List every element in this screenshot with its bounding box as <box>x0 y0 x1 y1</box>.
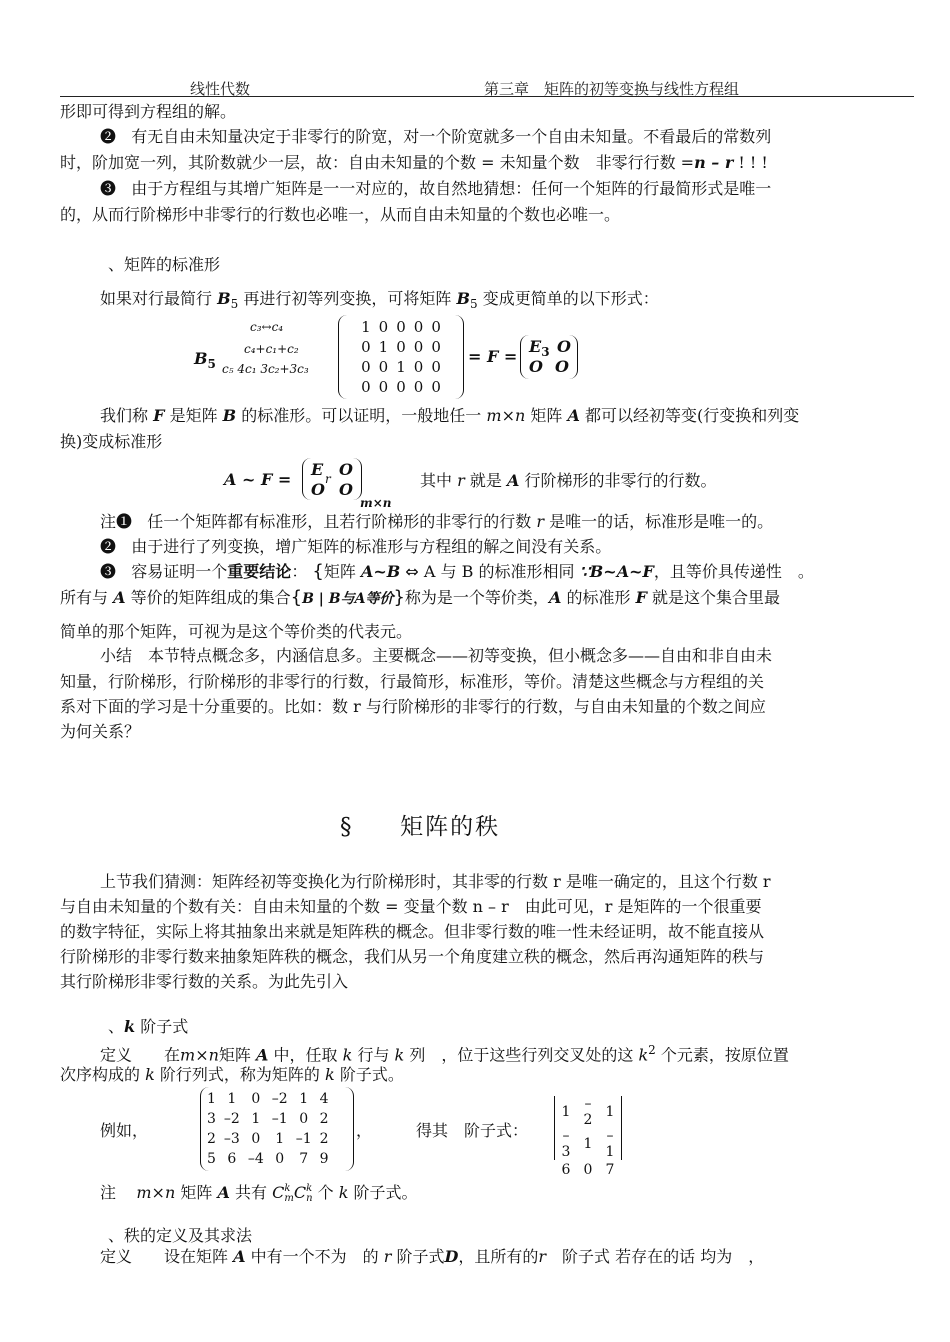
note-n3-l2e: 就是这个集合里最 <box>652 588 781 607</box>
std-intro <box>100 289 659 314</box>
def-rank <box>100 1247 764 1267</box>
note-n3-bold: 重要结论 <box>227 562 292 581</box>
ex-cell: –2 <box>271 1091 288 1107</box>
std-def-line2: 换)变成标准形 <box>60 432 163 451</box>
eq2-desc-c: 行阶梯形的非零行的行数。 <box>524 471 717 490</box>
example-comma: ， <box>356 1121 373 1140</box>
note2-text2: 时，阶加宽一列，其阶数就少一层，故：自由未知量的个数 = 未知量个数 非零行行数 = <box>60 153 695 172</box>
para1: 形即可得到方程组的解。 <box>60 102 237 121</box>
def-k-c: 中，任取 <box>273 1045 338 1065</box>
eq1-lhs <box>194 349 216 371</box>
def-rank-b: 中有一个不为 的 <box>250 1247 379 1266</box>
note-count-a: 矩阵 <box>180 1183 213 1202</box>
note-n3-set: B | B与A等价 <box>302 591 394 607</box>
eq1-op3: c₅ 4c₁ 3c₂+3c₃ <box>222 362 309 376</box>
ex-cell: 1 <box>299 1091 309 1107</box>
note-count-k1: k <box>284 1182 291 1194</box>
det-cell: –1 <box>605 1128 615 1160</box>
eq1-E: E <box>529 337 542 356</box>
intro-l3: 的数字特征，实际上将其抽象出来就是矩阵秩的概念。但非零行数的唯一性未经证明，故不能直接从 <box>60 922 765 941</box>
def-k-line1 <box>100 1040 789 1065</box>
eq2-E: E <box>311 460 324 479</box>
eq1-cell: 0 <box>361 378 371 396</box>
eq1-lhs-sub: 5 <box>207 357 216 372</box>
section-symbol: § <box>340 814 354 840</box>
note-count-A: A <box>217 1183 230 1202</box>
note-n3-line2: 所有与 A 等价的矩阵组成的集合{B | B与A等价}称为是一个等价类，A 的标准形 F 就是这个集合里最 <box>60 587 781 608</box>
ex-cell: 9 <box>319 1151 329 1167</box>
ex-cell: 1 <box>227 1091 237 1107</box>
def-k-a: 定义 在 <box>100 1045 181 1065</box>
note2-bullet: ❷ <box>100 127 117 146</box>
note-count-k2: k <box>306 1182 313 1194</box>
ex-cell: –4 <box>247 1151 264 1167</box>
ex-cell: 0 <box>299 1111 309 1127</box>
eq1-op2: c₄+c₁+c₂ <box>244 342 299 356</box>
note-n3-bullet: ❸ <box>100 562 117 581</box>
def-k-d: 行与 <box>357 1045 390 1065</box>
example-mid: 得其 阶子式： <box>416 1121 529 1140</box>
det-cell: 1 <box>583 1136 593 1152</box>
eq1-cell: 0 <box>431 318 441 336</box>
def-k-k3: k <box>638 1045 649 1065</box>
note-count-n: n <box>306 1192 313 1204</box>
def-k-k5: k <box>325 1065 335 1084</box>
note-n3-AB: A~B <box>360 562 401 581</box>
std-def-d: 矩阵 <box>530 406 563 425</box>
note-n1-label: 注❶ <box>100 512 133 531</box>
eq1-op1: c₃↔c₄ <box>250 320 284 334</box>
note3-line2: 的，从而行阶梯形中非零行的行数也必唯一，从而自由未知量的个数也必唯一。 <box>60 205 621 224</box>
eq1-O3: O <box>555 357 569 376</box>
def-rank-e: 阶子式 若存在的话 均为 ， <box>546 1247 765 1266</box>
section-k-pre: 、 <box>108 1017 125 1036</box>
note-n3-d: ，且等价具传递性 。 <box>653 562 814 581</box>
std-def-F: F <box>153 406 165 425</box>
std-intro-B: B <box>217 289 231 308</box>
note-count-d: 阶子式。 <box>353 1183 418 1202</box>
note3-text1: 由于方程组与其增广矩阵是一一对应的，故自然地猜想：任何一个矩阵的行最简形式是唯一 <box>131 179 772 198</box>
eq2-desc-A: A <box>506 471 520 490</box>
note3-line1 <box>100 179 771 199</box>
note3-bullet: ❸ <box>100 179 117 198</box>
def-k-e: 列 ，位于这些行列交叉处的这 <box>409 1045 634 1065</box>
eq1-cell: 0 <box>413 318 424 336</box>
example-det <box>554 1096 622 1178</box>
det-cell: 1 <box>605 1104 615 1120</box>
ex-cell: 1 <box>251 1111 261 1127</box>
std-intro-sub2: 5 <box>470 297 478 312</box>
eq1-matrix <box>338 315 464 399</box>
eq1-E-sub: 3 <box>541 345 550 360</box>
section-k-post: 阶子式 <box>140 1017 189 1036</box>
ex-cell: 1 <box>207 1091 216 1107</box>
def-k-k2: k <box>394 1045 405 1065</box>
def-rank-a: 定义 设在矩阵 <box>100 1247 229 1266</box>
intro-l1: 上节我们猜测：矩阵经初等变换化为行阶梯形时，其非零的行数 r 是唯一确定的，且这个行数 r <box>100 872 771 891</box>
note-n1-text: 任一个矩阵都有标准形，且若行阶梯形的非零行的行数 <box>147 512 532 531</box>
std-def-A: A <box>567 406 580 425</box>
ex-cell: –3 <box>223 1131 240 1147</box>
eq1-equals: = F = <box>468 347 518 366</box>
eq1-cell: 0 <box>431 338 441 356</box>
eq2-O1: O <box>339 460 353 479</box>
ex-cell: 6 <box>227 1151 237 1167</box>
def-k-k4: k <box>145 1065 155 1084</box>
note-n1 <box>100 512 773 532</box>
eq2-desc-r: r <box>457 471 465 490</box>
eq2-r: r <box>325 472 331 486</box>
ex-cell: 7 <box>299 1151 309 1167</box>
eq1-cell: 0 <box>378 318 389 336</box>
def-k-l2a: 次序构成的 <box>60 1065 141 1084</box>
eq1-cell: 0 <box>361 338 371 356</box>
std-intro-sub: 5 <box>230 297 239 312</box>
intro-l4: 行阶梯形的非零行数来抽象矩阵秩的概念，我们从另一个角度建立秩的概念，然后再沟通矩阵的秩与 <box>60 947 765 966</box>
eq2-sub: m×n <box>360 496 392 510</box>
section-title-text: 矩阵的秩 <box>400 814 501 840</box>
header-left: 线性代数 <box>190 80 251 98</box>
eq1-O2: O <box>529 357 543 376</box>
ex-cell: 2 <box>207 1131 216 1147</box>
std-intro-d: 变成更简单的以下形式： <box>482 289 659 308</box>
eq1-cell: 0 <box>413 378 424 396</box>
section-k-k: k <box>124 1017 136 1036</box>
note2-text1: 有无自由未知量决定于非零行的阶宽，对一个阶宽就多一个自由未知量。不看最后的常数列 <box>131 127 772 146</box>
note-count-mn: m×n <box>136 1183 176 1202</box>
ex-cell: 0 <box>251 1131 261 1147</box>
std-def-c: 的标准形。可以证明，一般地任一 <box>241 406 482 425</box>
note-n2-bullet: ❷ <box>100 537 117 556</box>
ex-cell: 0 <box>275 1151 285 1167</box>
det-cell: 6 <box>561 1162 571 1178</box>
note2-nr: n – r <box>694 153 734 172</box>
note-n3-because: ∵B~A~F <box>579 562 654 581</box>
def-rank-d: ，且所有的 <box>458 1247 539 1266</box>
note-n1-end: 是唯一的话，标准形是唯一的。 <box>549 512 774 531</box>
std-def-b: 是矩阵 <box>169 406 218 425</box>
note-n3-c: A 与 B 的标准形相同 <box>423 562 575 581</box>
note-n3-l2b: 等价的矩阵组成的集合 <box>130 588 291 607</box>
det-cell: 7 <box>605 1162 615 1178</box>
example-label: 例如， <box>100 1121 149 1140</box>
eq2-O2: O <box>311 480 325 499</box>
std-def-line1 <box>100 406 799 426</box>
eq1-cell: 1 <box>378 338 389 356</box>
note-n3-brace: 矩阵 <box>323 562 356 581</box>
ex-cell: –1 <box>271 1111 288 1127</box>
note2-line2 <box>60 153 768 173</box>
summary-l2: 知量，行阶梯形，行阶梯形的非零行的行数，行最简形，标准形，等价。清楚这些概念与方程组的关 <box>60 672 765 691</box>
eq1-cell: 0 <box>378 358 389 376</box>
def-k-k1: k <box>342 1045 353 1065</box>
det-cell: –3 <box>561 1128 571 1160</box>
summary-l4: 为何关系？ <box>60 722 141 741</box>
std-intro-a: 如果对行最简行 <box>100 289 213 308</box>
header-rule <box>60 96 914 97</box>
note-n3-l2-F: F <box>635 588 647 607</box>
note-n3-l2a: 所有与 <box>60 588 109 607</box>
note-n2-text: 由于进行了列变换，增广矩阵的标准形与方程组的解之间没有关系。 <box>131 537 612 556</box>
eq1-cell: 0 <box>431 358 441 376</box>
std-def-B: B <box>222 406 237 425</box>
ex-cell: –1 <box>295 1131 312 1147</box>
def-k-A: A <box>256 1045 269 1065</box>
std-def-a: 我们称 <box>100 406 149 425</box>
eq1-cell: 0 <box>431 378 441 396</box>
note-n3-l2c: 称为是一个等价类， <box>404 588 549 607</box>
def-k-l2c: 阶子式。 <box>339 1065 404 1084</box>
note-n3-l2-A2: A <box>548 588 562 607</box>
det-cell: 0 <box>583 1162 593 1178</box>
eq1-cell: 1 <box>361 318 371 336</box>
note-count-C2: C <box>293 1183 307 1202</box>
def-k-f: 个元素，按原位置 <box>660 1045 789 1065</box>
note-count-C1: C <box>272 1183 285 1202</box>
header-right: 第三章 矩阵的初等变换与线性方程组 <box>484 80 740 98</box>
eq1-cell: 0 <box>413 338 424 356</box>
def-k-mn: m×n <box>180 1045 219 1065</box>
ex-cell: 3 <box>207 1111 216 1127</box>
eq1-block <box>520 335 578 379</box>
note2-excl: ! ! ! <box>733 153 768 172</box>
summary-l1: 小结 本节特点概念多，内涵信息多。主要概念——初等变换，但小概念多——自由和非自由未 <box>100 646 773 665</box>
eq2-desc-b: 就是 <box>469 471 502 490</box>
eq2-block <box>302 458 362 500</box>
eq1-cell: 0 <box>396 338 406 356</box>
def-rank-D: D <box>444 1247 459 1266</box>
note-n2 <box>100 537 611 557</box>
note-n3-l2-A: A <box>113 588 126 607</box>
def-k-l2b: 阶行列式，称为矩阵的 <box>159 1065 320 1084</box>
def-rank-r2: r <box>538 1247 547 1266</box>
det-cell: 1 <box>561 1104 571 1120</box>
eq1-cell: 1 <box>396 358 406 376</box>
ex-cell: 2 <box>319 1111 329 1127</box>
det-cell: –2 <box>583 1096 593 1128</box>
ex-cell: 2 <box>319 1131 329 1147</box>
eq1-cell: 0 <box>396 378 406 396</box>
note-n1-r: r <box>536 512 545 531</box>
ex-cell: 5 <box>207 1151 216 1167</box>
def-rank-r: r <box>383 1247 392 1266</box>
eq1-cell: 0 <box>361 358 371 376</box>
note-n3-b: ： <box>291 562 308 581</box>
ex-cell: 4 <box>319 1091 329 1107</box>
eq2-desc <box>420 468 717 491</box>
example-matrix <box>200 1087 354 1171</box>
intro-l5: 其行阶梯形非零行数的关系。为此先引入 <box>60 972 349 991</box>
note-count-c: 个 <box>317 1183 334 1202</box>
std-intro-c: 再进行初等列变换，可将矩阵 <box>243 289 452 308</box>
ex-cell: 0 <box>251 1091 261 1107</box>
note-n3: ❸ 容易证明一个重要结论： {矩阵 A~B ⇔ A 与 B 的标准形相同 ∵B~A~F，且等价具传递性 。 <box>100 561 814 582</box>
std-def-e: 都可以经初等变(行变换和列变 <box>585 406 800 425</box>
ex-cell: –2 <box>223 1111 240 1127</box>
eq1-cell: 0 <box>413 358 424 376</box>
note-count <box>100 1183 418 1204</box>
note-count-m: m <box>284 1192 294 1204</box>
def-k-line2 <box>60 1065 404 1085</box>
section-k-minor <box>108 1014 188 1037</box>
note-count-label: 注 <box>100 1183 117 1202</box>
section-standard-form: 、矩阵的标准形 <box>108 255 221 274</box>
intro-l2: 与自由未知量的个数有关：自由未知量的个数 = 变量个数 n – r 由此可见，r 是矩阵的一个很重要 <box>60 897 762 916</box>
def-rank-A: A <box>233 1247 246 1266</box>
note-n3-a: 容易证明一个 <box>131 562 228 581</box>
def-k-sup: 2 <box>648 1043 656 1057</box>
std-def-mn: m×n <box>486 406 526 425</box>
note-n3-iff: ⇔ <box>405 562 419 581</box>
section-rank: 、秩的定义及其求法 <box>108 1226 253 1245</box>
section-title <box>340 808 500 841</box>
ex-cell: 1 <box>275 1131 285 1147</box>
std-intro-B2: B <box>456 289 471 308</box>
eq1-cell: 0 <box>378 378 389 396</box>
def-k-b: 矩阵 <box>218 1045 251 1065</box>
eq2-lhs: A ~ F = <box>224 470 292 489</box>
summary-l3: 系对下面的学习是十分重要的。比如：数 r 与行阶梯形的非零行的行数，与自由未知量的个数之间应 <box>60 697 766 716</box>
def-rank-c: 阶子式 <box>396 1247 445 1266</box>
eq1-lhs-B: B <box>194 349 208 368</box>
note2-line1 <box>100 127 771 147</box>
eq2-O3: O <box>339 480 353 499</box>
note-count-b: 共有 <box>234 1183 267 1202</box>
eq1-cell: 0 <box>396 318 406 336</box>
note-n3-line3: 简单的那个矩阵，可视为是这个等价类的代表元。 <box>60 622 413 641</box>
eq1-O1: O <box>557 337 571 356</box>
note-count-kk: k <box>338 1183 349 1202</box>
eq2-desc-a: 其中 <box>420 471 453 490</box>
note-n3-l2d: 的标准形 <box>566 588 631 607</box>
